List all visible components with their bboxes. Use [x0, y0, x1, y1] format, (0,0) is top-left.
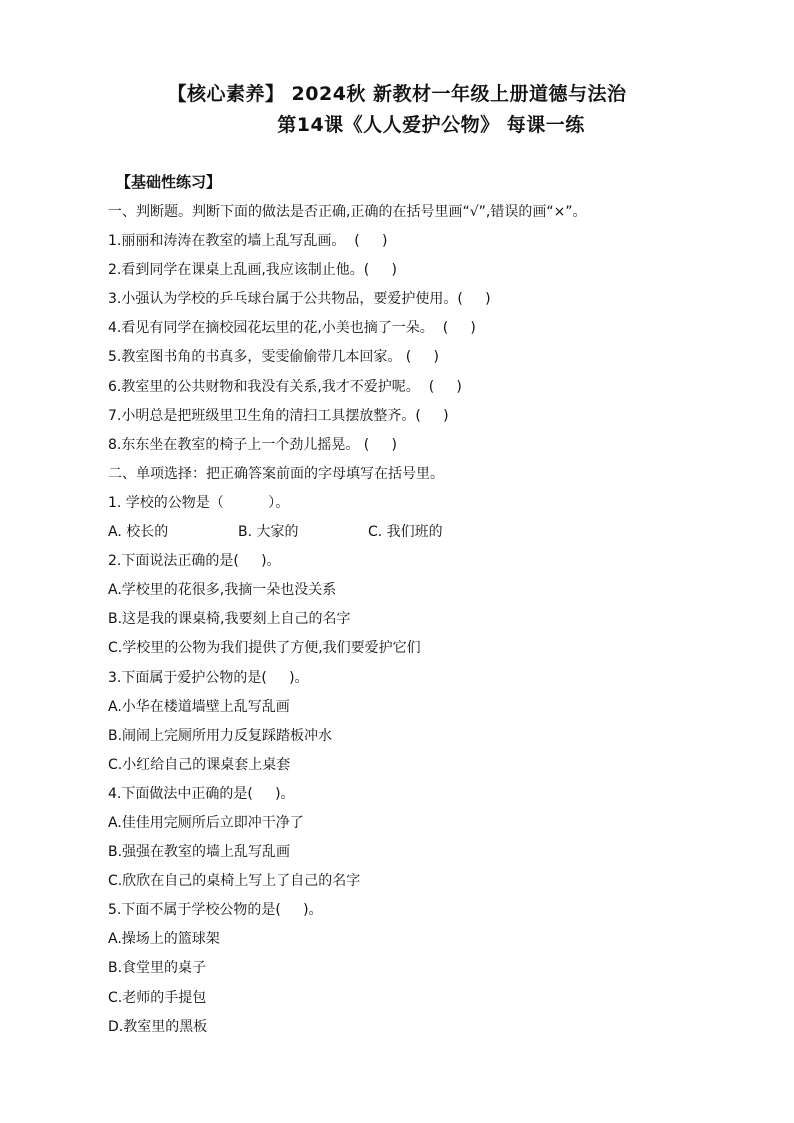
question-stem: 1. 学校的公物是（ ）。	[108, 494, 290, 511]
option: A.操场上的篮球架	[108, 931, 220, 948]
option: B.这是我的课桌椅,我要刻上自己的名字	[108, 611, 351, 628]
judgement-item: 2.看到同学在课桌上乱画,我应该制止他。( )	[108, 262, 397, 279]
judgement-item: 7.小明总是把班级里卫生角的清扫工具摆放整齐。( )	[108, 407, 449, 424]
judgement-item: 6.教室里的公共财物和我没有关系,我才不爱护呢。 ( )	[108, 378, 462, 395]
question-stem: 2.下面说法正确的是( )。	[108, 553, 281, 570]
option: C. 我们班的	[368, 524, 443, 541]
judgement-item: 5.教室图书角的书真多，雯雯偷偷带几本回家。 ( )	[108, 349, 439, 366]
part1-heading: 一、判断题。判断下面的做法是否正确,正确的在括号里画“√”,错误的画“×”。	[108, 204, 587, 220]
option: A.学校里的花很多,我摘一朵也没关系	[108, 582, 337, 599]
part2-heading: 二、单项选择：把正确答案前面的字母填写在括号里。	[108, 465, 444, 482]
option: A.佳佳用完厕所后立即冲干净了	[108, 814, 304, 831]
option: B. 大家的	[238, 524, 299, 541]
question-body	[108, 198, 728, 1042]
question-stem: 4.下面做法中正确的是( )。	[108, 785, 295, 802]
option: C.欣欣在自己的桌椅上写上了自己的名字	[108, 873, 361, 890]
judgement-item: 3.小强认为学校的乒乓球台属于公共物品，要爱护使用。( )	[108, 291, 491, 308]
option: C.学校里的公物为我们提供了方便,我们要爱护它们	[108, 640, 421, 657]
question-stem: 3.下面属于爱护公物的是( )。	[108, 669, 309, 686]
option: D.教室里的黑板	[108, 1018, 208, 1035]
section-label: 【基础性练习】	[116, 173, 222, 191]
option: B.强强在教室的墙上乱写乱画	[108, 844, 291, 861]
worksheet-title: 【核心素养】 2024秋 新教材一年级上册道德与法治	[167, 83, 627, 105]
judgement-item: 1.丽丽和涛涛在教室的墙上乱写乱画。 ( )	[108, 233, 388, 250]
question-stem: 5.下面不属于学校公物的是( )。	[108, 902, 323, 919]
judgement-item: 8.东东坐在教室的椅子上一个劲儿摇晃。 ( )	[108, 436, 397, 453]
option: B.闹闹上完厕所用力反复踩踏板冲水	[108, 727, 333, 744]
option: C.老师的手提包	[108, 989, 207, 1006]
option: A.小华在楼道墙壁上乱写乱画	[108, 698, 290, 715]
lesson-subtitle: 第14课《人人爱护公物》 每课一练	[277, 114, 585, 136]
option: C.小红给自己的课桌套上桌套	[108, 756, 291, 773]
option: B.食堂里的桌子	[108, 960, 207, 977]
option-row	[108, 518, 728, 547]
judgement-item: 4.看见有同学在摘校园花坛里的花,小美也摘了一朵。 ( )	[108, 320, 476, 337]
option: A. 校长的	[108, 524, 169, 541]
